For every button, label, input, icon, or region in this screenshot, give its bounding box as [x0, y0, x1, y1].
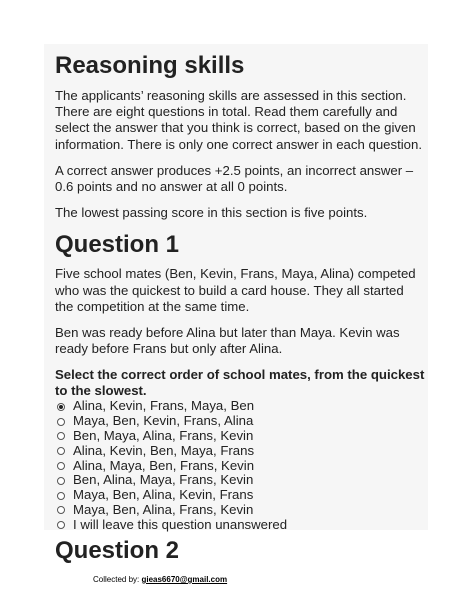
radio-button-icon[interactable] — [57, 418, 65, 426]
passing-text: The lowest passing score in this section is five points. — [55, 205, 368, 221]
answer-option-label: Ben, Maya, Alina, Frans, Kevin — [73, 428, 254, 444]
answer-option-label: I will leave this question unanswered — [73, 516, 288, 532]
answer-option[interactable] — [55, 429, 425, 444]
answer-option[interactable] — [55, 518, 425, 533]
section-title: Reasoning skills — [55, 52, 245, 79]
answer-option[interactable] — [55, 414, 425, 429]
question-2-heading: Question 2 — [55, 536, 180, 564]
question-1-options — [55, 399, 425, 532]
answer-option-label: Alina, Kevin, Frans, Maya, Ben — [73, 398, 255, 414]
radio-button-icon[interactable] — [57, 521, 65, 529]
answer-option-label: Ben, Alina, Maya, Frans, Kevin — [73, 472, 254, 488]
answer-option[interactable] — [55, 488, 425, 503]
radio-button-icon[interactable] — [57, 447, 65, 455]
answer-option-label: Alina, Kevin, Ben, Maya, Frans — [73, 442, 255, 458]
question-1-prompt: Select the correct order of school mates, from the quickest to the slowest. — [55, 367, 425, 399]
radio-button-icon[interactable] — [57, 492, 65, 500]
section-intro: The applicants’ reasoning skills are assessed in this section. There are eight questions in total. Read them carefully and select the answer that you think is correct, based on the given information. There is only one correct answer in each question. — [55, 88, 423, 152]
footer-email-link[interactable]: gieas6670@gmail.com — [141, 575, 228, 584]
radio-button-icon[interactable] — [57, 506, 65, 514]
footer-label: Collected by: — [93, 575, 142, 584]
footer — [93, 575, 227, 584]
answer-option[interactable] — [55, 399, 425, 414]
radio-button-icon[interactable] — [57, 403, 65, 411]
radio-button-icon[interactable] — [57, 432, 65, 440]
answer-option-label: Maya, Ben, Kevin, Frans, Alina — [73, 413, 254, 429]
answer-option[interactable] — [55, 444, 425, 459]
answer-option[interactable] — [55, 459, 425, 474]
scoring-text: A correct answer produces +2.5 points, an incorrect answer –0.6 points and no answer at all 0 points. — [55, 162, 414, 195]
answer-option-label: Alina, Maya, Ben, Frans, Kevin — [73, 457, 255, 473]
answer-option-label: Maya, Ben, Alina, Frans, Kevin — [73, 502, 254, 518]
question-1-heading: Question 1 — [55, 231, 180, 259]
question-1-text-1: Five school mates (Ben, Kevin, Frans, Maya, Alina) competed who was the quickest to build a card house. They all started the competition at the same time. — [55, 266, 416, 314]
document-content — [55, 52, 425, 565]
radio-button-icon[interactable] — [57, 462, 65, 470]
answer-option[interactable] — [55, 473, 425, 488]
question-1-text-2: Ben was ready before Alina but later than Maya. Kevin was ready before Frans but only after Alina. — [55, 325, 400, 357]
answer-option[interactable] — [55, 503, 425, 518]
answer-option-label: Maya, Ben, Alina, Kevin, Frans — [73, 487, 254, 503]
radio-button-icon[interactable] — [57, 477, 65, 485]
